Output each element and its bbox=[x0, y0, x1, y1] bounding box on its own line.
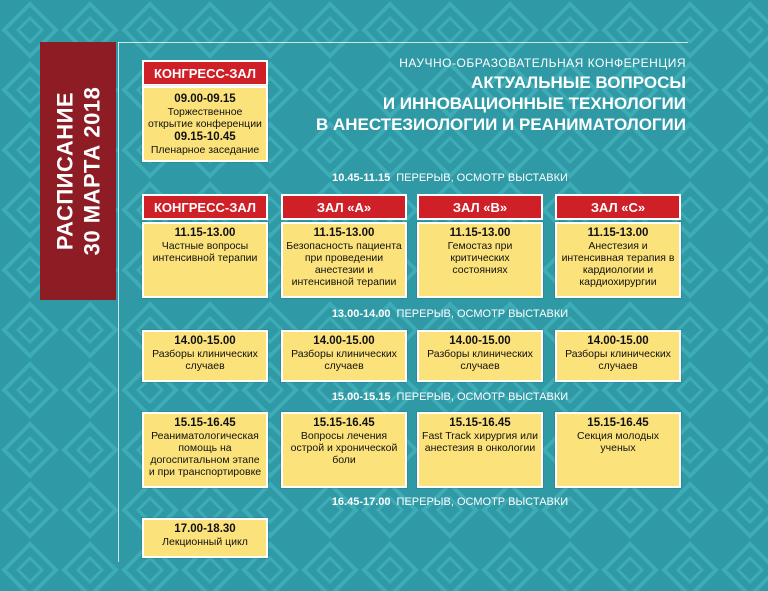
session-desc: Частные вопросы интенсивной терапии bbox=[152, 240, 258, 264]
left-border-line bbox=[118, 42, 119, 562]
session-desc: Гемостаз при критических состояниях bbox=[447, 240, 513, 276]
session-desc: Торжественное открытие конференции bbox=[148, 106, 262, 130]
conference-title-line: АКТУАЛЬНЫЕ ВОПРОСЫ bbox=[471, 73, 686, 92]
break-label: ПЕРЕРЫВ, ОСМОТР ВЫСТАВКИ bbox=[396, 308, 569, 320]
session-time: 09.15-10.45 bbox=[174, 131, 236, 143]
session-card bbox=[417, 222, 543, 298]
session-desc: Разборы клинических случаев bbox=[427, 348, 533, 372]
break-label: ПЕРЕРЫВ, ОСМОТР ВЫСТАВКИ bbox=[396, 391, 569, 403]
hall-header-congress-top: КОНГРЕСС-ЗАЛ bbox=[142, 60, 268, 86]
session-desc: Анестезия и интенсивная терапия в кардиологии и кардиохирургии bbox=[561, 240, 675, 288]
session-card bbox=[281, 412, 407, 488]
break-label: ПЕРЕРЫВ, ОСМОТР ВЫСТАВКИ bbox=[396, 172, 568, 184]
break-time: 10.45-11.15 bbox=[332, 172, 391, 184]
session-time: 14.00-15.00 bbox=[449, 335, 511, 347]
session-time: 15.15-16.45 bbox=[587, 417, 649, 429]
session-card bbox=[281, 222, 407, 298]
session-desc: Лекционный цикл bbox=[162, 536, 248, 548]
conference-header bbox=[300, 56, 686, 135]
break-time: 13.00-14.00 bbox=[331, 308, 391, 320]
conference-title-line: В АНЕСТЕЗИОЛОГИИ И РЕАНИМАТОЛОГИИ bbox=[315, 115, 686, 134]
session-time: 14.00-15.00 bbox=[587, 335, 649, 347]
date-sidebar bbox=[40, 42, 116, 300]
session-time: 11.15-13.00 bbox=[174, 227, 236, 239]
session-desc: Безопасность пациента при проведении анестезии и интенсивной терапии bbox=[286, 240, 402, 288]
opening-session-card bbox=[142, 86, 268, 162]
session-desc: Реаниматологическая помощь на догоспитальном этапе и при транспортировке bbox=[148, 430, 262, 478]
hall-header-congress: КОНГРЕСС-ЗАЛ bbox=[142, 194, 268, 220]
session-card bbox=[142, 222, 268, 298]
conference-type: НАУЧНО-ОБРАЗОВАТЕЛЬНАЯ КОНФЕРЕНЦИЯ bbox=[399, 56, 686, 70]
break-row bbox=[200, 308, 700, 320]
session-card bbox=[417, 412, 543, 488]
break-label: ПЕРЕРЫВ, ОСМОТР ВЫСТАВКИ bbox=[396, 496, 569, 508]
session-time: 11.15-13.00 bbox=[449, 227, 511, 239]
session-card bbox=[142, 330, 268, 382]
session-card bbox=[281, 330, 407, 382]
schedule-title: РАСПИСАНИЕ bbox=[52, 91, 77, 251]
session-card bbox=[555, 412, 681, 488]
session-card bbox=[555, 222, 681, 298]
hall-header-a: ЗАЛ «А» bbox=[281, 194, 407, 220]
break-time: 15.00-15.15 bbox=[331, 391, 391, 403]
session-time: 17.00-18.30 bbox=[174, 523, 236, 535]
break-row bbox=[200, 391, 700, 403]
break-row bbox=[200, 172, 700, 184]
session-desc: Разборы клинических случаев bbox=[291, 348, 397, 372]
session-time: 11.15-13.00 bbox=[313, 227, 375, 239]
session-card bbox=[142, 412, 268, 488]
session-time: 15.15-16.45 bbox=[313, 417, 375, 429]
hall-header-c: ЗАЛ «С» bbox=[555, 194, 681, 220]
session-time: 11.15-13.00 bbox=[587, 227, 649, 239]
session-desc: Секция молодых ученых bbox=[576, 430, 660, 454]
session-desc: Пленарное заседание bbox=[150, 144, 260, 156]
break-row bbox=[200, 496, 700, 508]
session-desc: Fast Track хирургия или анестезия в онкологии bbox=[422, 430, 538, 454]
session-desc: Разборы клинических случаев bbox=[152, 348, 258, 372]
break-time: 16.45-17.00 bbox=[331, 496, 391, 508]
schedule-date: 30 МАРТА 2018 bbox=[79, 86, 104, 256]
lecture-cycle-card bbox=[142, 518, 268, 558]
session-time: 14.00-15.00 bbox=[313, 335, 375, 347]
hall-header-b: ЗАЛ «В» bbox=[417, 194, 543, 220]
session-time: 15.15-16.45 bbox=[174, 417, 236, 429]
session-desc: Вопросы лечения острой и хронической боли bbox=[290, 430, 398, 466]
session-card bbox=[417, 330, 543, 382]
session-time: 14.00-15.00 bbox=[174, 335, 236, 347]
session-card bbox=[555, 330, 681, 382]
conference-title-line: И ИННОВАЦИОННЫЕ ТЕХНОЛОГИИ bbox=[382, 94, 686, 113]
session-desc: Разборы клинических случаев bbox=[565, 348, 671, 372]
top-divider bbox=[118, 42, 688, 43]
session-time: 15.15-16.45 bbox=[449, 417, 511, 429]
session-time: 09.00-09.15 bbox=[174, 93, 236, 105]
